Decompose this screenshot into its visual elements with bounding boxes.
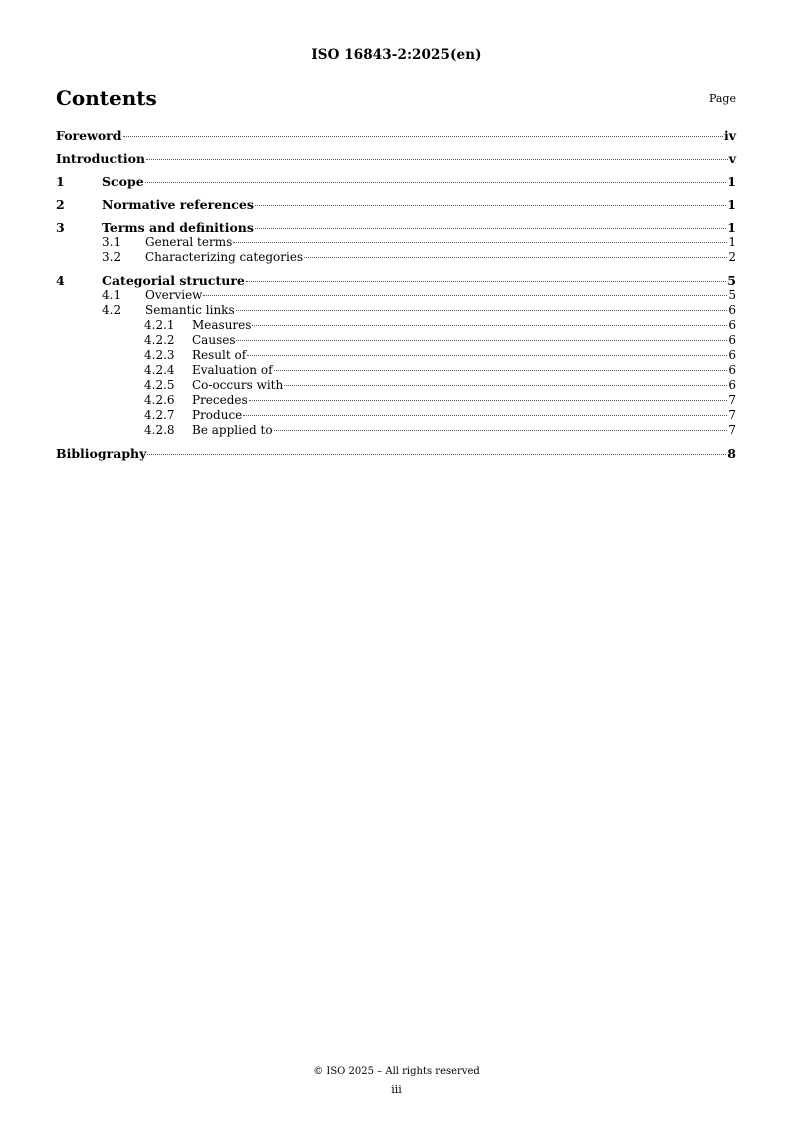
toc-entry[interactable] [56,423,736,438]
toc-entry[interactable] [56,250,736,265]
toc-entry-title: Causes [192,333,236,347]
toc-entry-title: Overview [145,288,203,302]
toc-entry[interactable] [56,303,736,318]
copyright-notice: © ISO 2025 – All rights reserved [313,1066,480,1077]
toc-entry-title: Bibliography [56,446,147,461]
toc-entry[interactable] [56,408,736,423]
toc-entry-number: 1 [56,174,65,189]
toc-entry[interactable] [56,174,736,189]
toc-entry-title: Foreword [56,128,122,143]
toc-entry-page: 6 [728,333,736,347]
dot-leader [146,159,728,160]
toc-entry-page: iv [723,128,736,143]
dot-leader [249,400,728,401]
toc-entry[interactable] [56,378,736,393]
toc-entry-title: Characterizing categories [145,250,304,264]
toc-entry-number: 3 [56,220,65,235]
toc-entry[interactable] [56,318,736,333]
toc-entry-page: 1 [727,197,736,212]
toc-entry-number: 4.2.6 [144,393,175,407]
contents-heading: Contents [56,86,157,110]
toc-entry[interactable] [56,197,736,212]
dot-leader [255,228,726,229]
toc-entry-page: 2 [728,250,736,264]
toc-entry-page: 8 [727,446,736,461]
toc-entry-title: Terms and definitions [102,220,254,235]
toc-entry-page: 6 [728,318,736,332]
toc-entry-number: 4.2.2 [144,333,175,347]
toc-entry[interactable] [56,151,736,166]
dot-leader [243,415,727,416]
dot-leader [147,454,726,455]
toc-entry-number: 4.2.5 [144,378,175,392]
toc-entry-number: 2 [56,197,65,212]
toc-entry-title: Normative references [102,197,254,212]
toc-entry-number: 3.1 [102,235,122,249]
toc-entry-page: 7 [728,423,736,437]
toc-entry-title: General terms [145,235,233,249]
toc-entry-page: 1 [728,235,736,249]
toc-entry[interactable] [56,288,736,303]
toc-entry-title: Evaluation of [192,363,273,377]
toc-entry-page: 7 [728,408,736,422]
toc-entry-title: Produce [192,408,243,422]
toc-entry-page: 6 [728,303,736,317]
toc-entry[interactable] [56,273,736,288]
dot-leader [246,281,726,282]
document-id: ISO 16843-2:2025(en) [311,47,482,63]
toc-entry-page: 6 [728,348,736,362]
page-number: iii [391,1083,402,1096]
dot-leader [304,257,727,258]
dot-leader [255,205,726,206]
toc-entry-number: 4 [56,273,65,288]
toc-entry-title: Scope [102,174,144,189]
toc-entry-number: 4.2.4 [144,363,175,377]
toc-entry-page: 1 [727,220,736,235]
toc-entry-title: Result of [192,348,247,362]
toc-entry-page: 5 [728,288,736,302]
toc-entry-number: 4.2.7 [144,408,175,422]
toc-entry-page: 7 [728,393,736,407]
dot-leader [247,355,727,356]
toc-entry-page: 6 [728,378,736,392]
toc-entry-title: Measures [192,318,252,332]
toc-entry-page: 6 [728,363,736,377]
dot-leader [274,430,728,431]
dot-leader [284,385,727,386]
toc-entry[interactable] [56,128,736,143]
dot-leader [236,340,727,341]
toc-entry-page: 5 [727,273,736,288]
table-of-contents [56,128,736,461]
dot-leader [145,182,727,183]
dot-leader [236,310,728,311]
toc-entry-number: 4.1 [102,288,122,302]
toc-entry[interactable] [56,333,736,348]
toc-entry-title: Co-occurs with [192,378,284,392]
dot-leader [233,242,727,243]
toc-entry-number: 4.2.3 [144,348,175,362]
toc-entry[interactable] [56,393,736,408]
toc-entry-title: Be applied to [192,423,273,437]
page-column-label: Page [708,92,736,105]
toc-entry[interactable] [56,363,736,378]
dot-leader [274,370,728,371]
dot-leader [123,136,723,137]
toc-entry[interactable] [56,220,736,235]
toc-entry-title: Categorial structure [102,273,245,288]
toc-entry-title: Precedes [192,393,248,407]
toc-entry-number: 3.2 [102,250,122,264]
toc-entry[interactable] [56,235,736,250]
dot-leader [203,295,727,296]
dot-leader [252,325,727,326]
toc-entry-page: v [728,151,736,166]
toc-entry-page: 1 [727,174,736,189]
toc-entry-title: Introduction [56,151,146,166]
toc-entry-title: Semantic links [145,303,235,317]
toc-entry[interactable] [56,446,736,461]
toc-entry-number: 4.2.8 [144,423,175,437]
toc-entry-number: 4.2 [102,303,122,317]
toc-entry[interactable] [56,348,736,363]
toc-entry-number: 4.2.1 [144,318,175,332]
